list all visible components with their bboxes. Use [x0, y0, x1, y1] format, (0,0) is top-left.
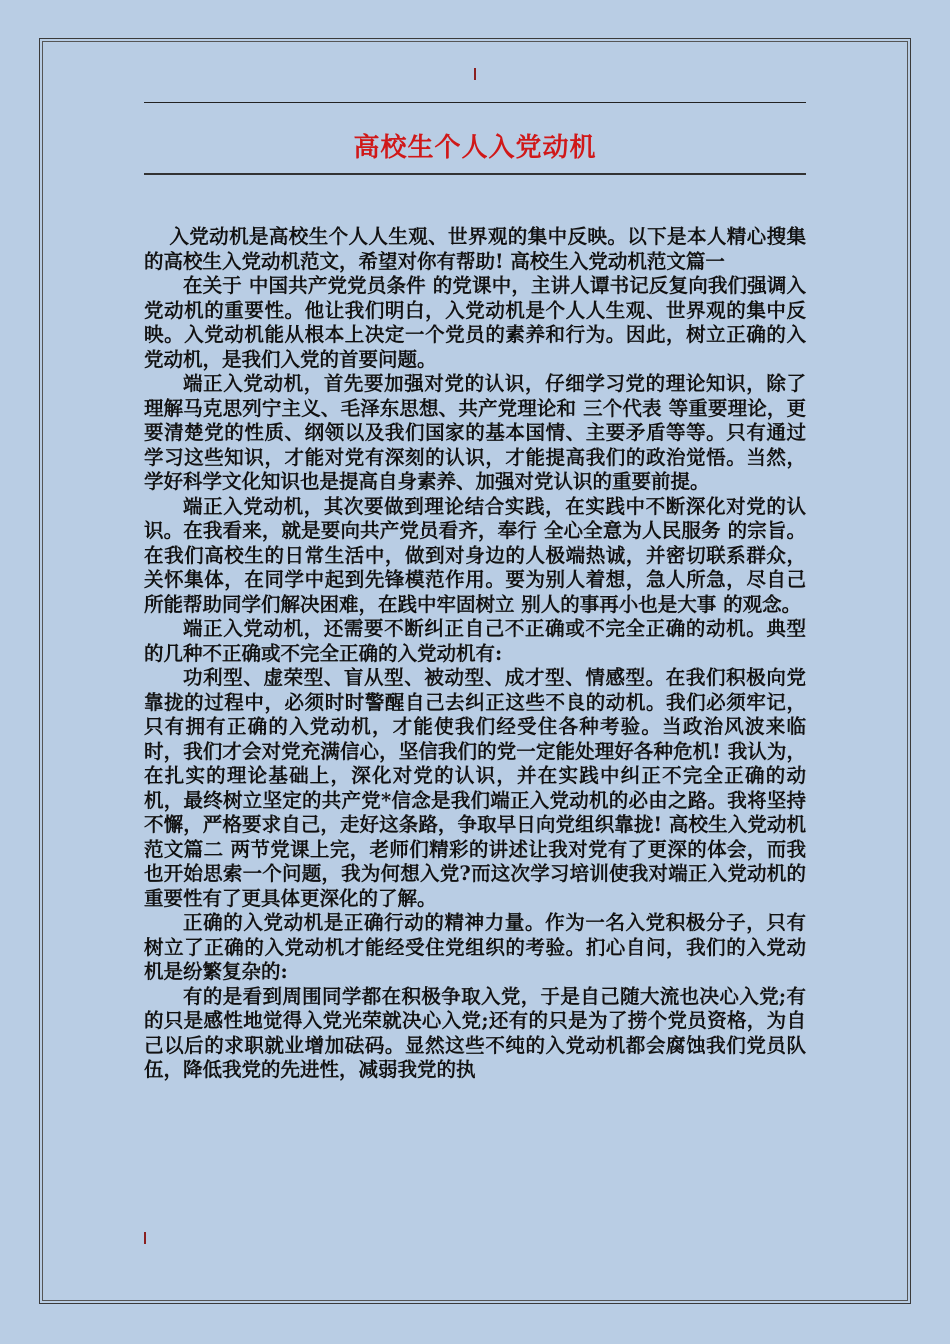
- header-rule: [144, 102, 806, 103]
- footer-mark: [144, 1232, 146, 1244]
- paragraph-5: 端正入党动机，还需要不断纠正自己不正确或不完全正确的动机。典型的几种不正确或不完全正确的入党动机有:: [144, 617, 806, 665]
- paragraph-3: 端正入党动机，首先要加强对党的认识，仔细学习党的理论知识，除了理解马克思列宁主义、毛泽东思想、共产党理论和 三个代表 等重要理论，更要清楚党的性质、纲领以及我们国家的基本国情、主要矛盾等等。只有通过学习这些知识，才能对党有深刻的认识，才能提高我们的政治觉悟。当然，学好科学文化知识也是提高自身素养、加强对党认识的重要前提。: [144, 372, 806, 493]
- paragraph-6: 功利型、虚荣型、盲从型、被动型、成才型、情感型。在我们积极向党靠拢的过程中，必须时时警醒自己去纠正这些不良的动机。我们必须牢记，只有拥有正确的入党动机，才能使我们经受住各种考验。当政治风波来临时，我们才会对党充满信心，坚信我们的党一定能处理好各种危机! 我认为，在扎实的理论基础上，深化对党的认识，并在实践中纠正不完全正确的动机，最终树立坚定的共产党*信念是我们端正入党动机的必由之路。我将坚持不懈，严格要求自己，走好这条路，争取早日向党组织靠拢! 高校生入党动机范文篇二 两节党课上完，老师们精彩的讲述让我对党有了更深的体会，而我也开始思索一个问题，我为何想入党?而这次学习培训使我对端正入党动机的重要性有了更具体更深化的了解。: [144, 666, 806, 910]
- header-mark: [474, 68, 476, 80]
- document-body: [144, 225, 806, 1200]
- paragraph-2: 在关于 中国共产党党员条件 的党课中，主讲人谭书记反复向我们强调入党动机的重要性。他让我们明白，入党动机是个人人生观、世界观的集中反映。入党动机能从根本上决定一个党员的素养和行为。因此，树立正确的入党动机，是我们入党的首要问题。: [144, 274, 806, 371]
- paragraph-7: 正确的入党动机是正确行动的精神力量。作为一名入党积极分子，只有树立了正确的入党动机才能经受住党组织的考验。扪心自问，我们的入党动机是纷繁复杂的:: [144, 911, 806, 983]
- paragraph-1: 入党动机是高校生个人人生观、世界观的集中反映。以下是本人精心搜集的高校生入党动机范文，希望对你有帮助! 高校生入党动机范文篇一: [144, 225, 806, 273]
- title-rule: [144, 173, 806, 175]
- document-title: 高校生个人入党动机: [353, 133, 597, 163]
- paragraph-4: 端正入党动机，其次要做到理论结合实践，在实践中不断深化对党的认识。在我看来，就是要向共产党员看齐，奉行 全心全意为人民服务 的宗旨。在我们高校生的日常生活中，做到对身边的人极端热诚，并密切联系群众，关怀集体，在同学中起到先锋模范作用。要为别人着想，急人所急，尽自己所能帮助同学们解决困难，在践中牢固树立 别人的事再小也是大事 的观念。: [144, 494, 806, 616]
- paragraph-8: 有的是看到周围同学都在积极争取入党，于是自己随大流也决心入党;有的只是感性地觉得入党光荣就决心入党;还有的只是为了捞个党员资格，为自己以后的求职就业增加砝码。显然这些不纯的入党动机都会腐蚀我们党员队伍，降低我党的先进性，减弱我党的执: [144, 984, 806, 1081]
